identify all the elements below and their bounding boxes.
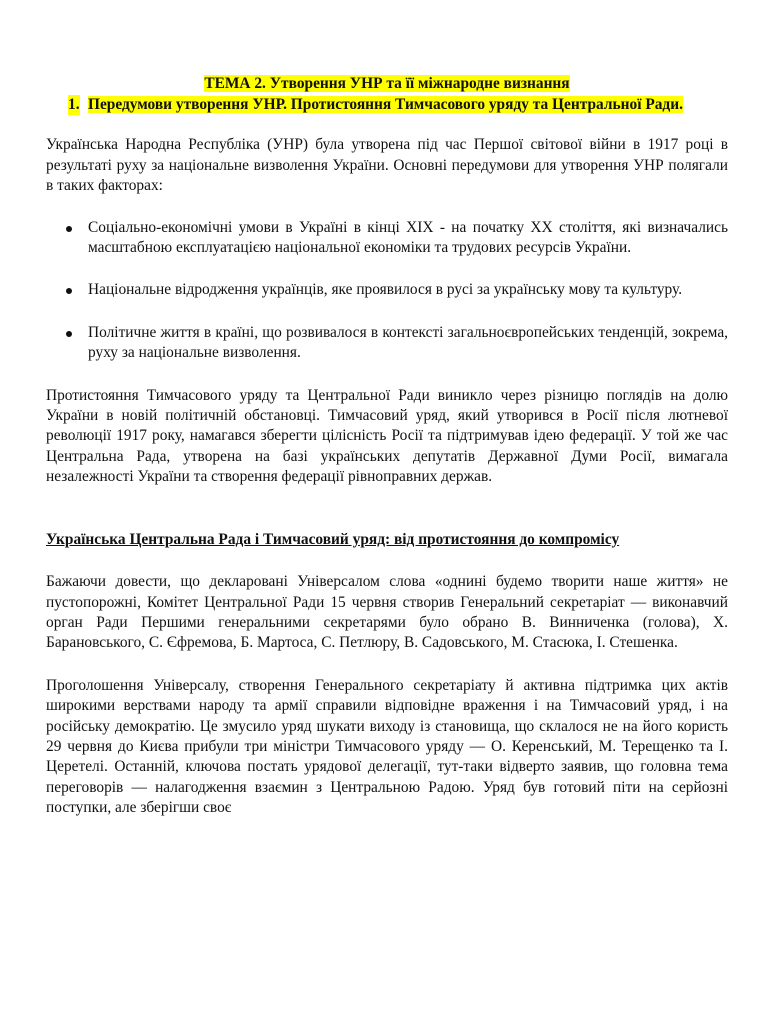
factor-item <box>46 280 728 300</box>
document-page <box>46 74 728 819</box>
factor-text: Національне відродження українців, яке проявилося в русі за українську мову та культуру. <box>88 281 683 299</box>
factor-text: Політичне життя в країні, що розвивалося в контексті загальноєвропейських тенденцій, зокрема, руху за національне визволення. <box>88 323 728 362</box>
intro-paragraph: Українська Народна Республіка (УНР) була утворена під час Першої світової війни в 1917 році в результаті руху за національне визволення України. Основні передумови для утворення УНР полягали в таких факторах: <box>46 136 728 195</box>
factors-list <box>46 218 728 364</box>
factor-item <box>46 323 728 364</box>
bullet-icon <box>66 331 72 337</box>
proclamation-paragraph: Проголошення Універсалу, створення Генерального секретаріату й активна підтримка цих актів широкими верствами народу та армії справили відповідне враження і на Тимчасовий уряд, і на російську демократію. Це змусило уряд шукати виходу із становища, що склалося не на його користь 29 червня до Києва прибули три міністри Тимчасового уряду — О. Керенський, М. Терещенко та І. Церетелі. Останній, ключова постать урядової делегації, тут-таки відверто заявив, що головна тема переговорів — налагодження взаємин з Центральною Радою. Уряд був готовий піти на серйозні поступки, але зберігши своє <box>46 676 728 817</box>
subtopic-text: Передумови утворення УНР. Протистояння Тимчасового уряду та Центральної Ради. <box>88 96 683 113</box>
factor-item <box>46 218 728 259</box>
factor-text: Соціально-економічні умови в Україні в кінці XIX - на початку XX століття, які визначались масштабною експлуатацією національної економіки та трудових ресурсів України. <box>88 218 728 257</box>
section-heading: Українська Центральна Рада і Тимчасовий уряд: від протистояння до компромісу <box>46 530 620 548</box>
confrontation-paragraph: Протистояння Тимчасового уряду та Центральної Ради виникло через різницю поглядів на долю України в новій політичній обстановці. Тимчасовий уряд, який утворився в Росії після лютневої революції 1917 року, намагався зберегти цілісність Росії та підтримував ідею федерації. У той же час Центральна Рада, утворена на базі українських депутатів Державної Думи Росії, вимагала незалежності України та створення федерації рівноправних держав. <box>46 386 728 486</box>
topic-title <box>46 74 728 95</box>
subtopic-number: 1. <box>68 95 80 115</box>
subtopic-heading <box>46 95 728 115</box>
secretariat-paragraph: Бажаючи довести, що декларовані Універсалом слова «однині будемо творити наше життя» не пустопорожні, Комітет Центральної Ради 15 червня створив Генеральний секретаріат — виконавчий орган Ради Першими генеральними секретарями було обрано В. Винниченка (голова), Х. Барановського, С. Єфремова, Б. Мартоса, С. Петлюру, В. Садовського, М. Стасюка, І. Стешенка. <box>46 573 728 652</box>
bullet-icon <box>66 288 72 294</box>
bullet-icon <box>66 226 72 232</box>
topic-title-text: ТЕМА 2. Утворення УНР та її міжнародне визнання <box>204 75 570 92</box>
